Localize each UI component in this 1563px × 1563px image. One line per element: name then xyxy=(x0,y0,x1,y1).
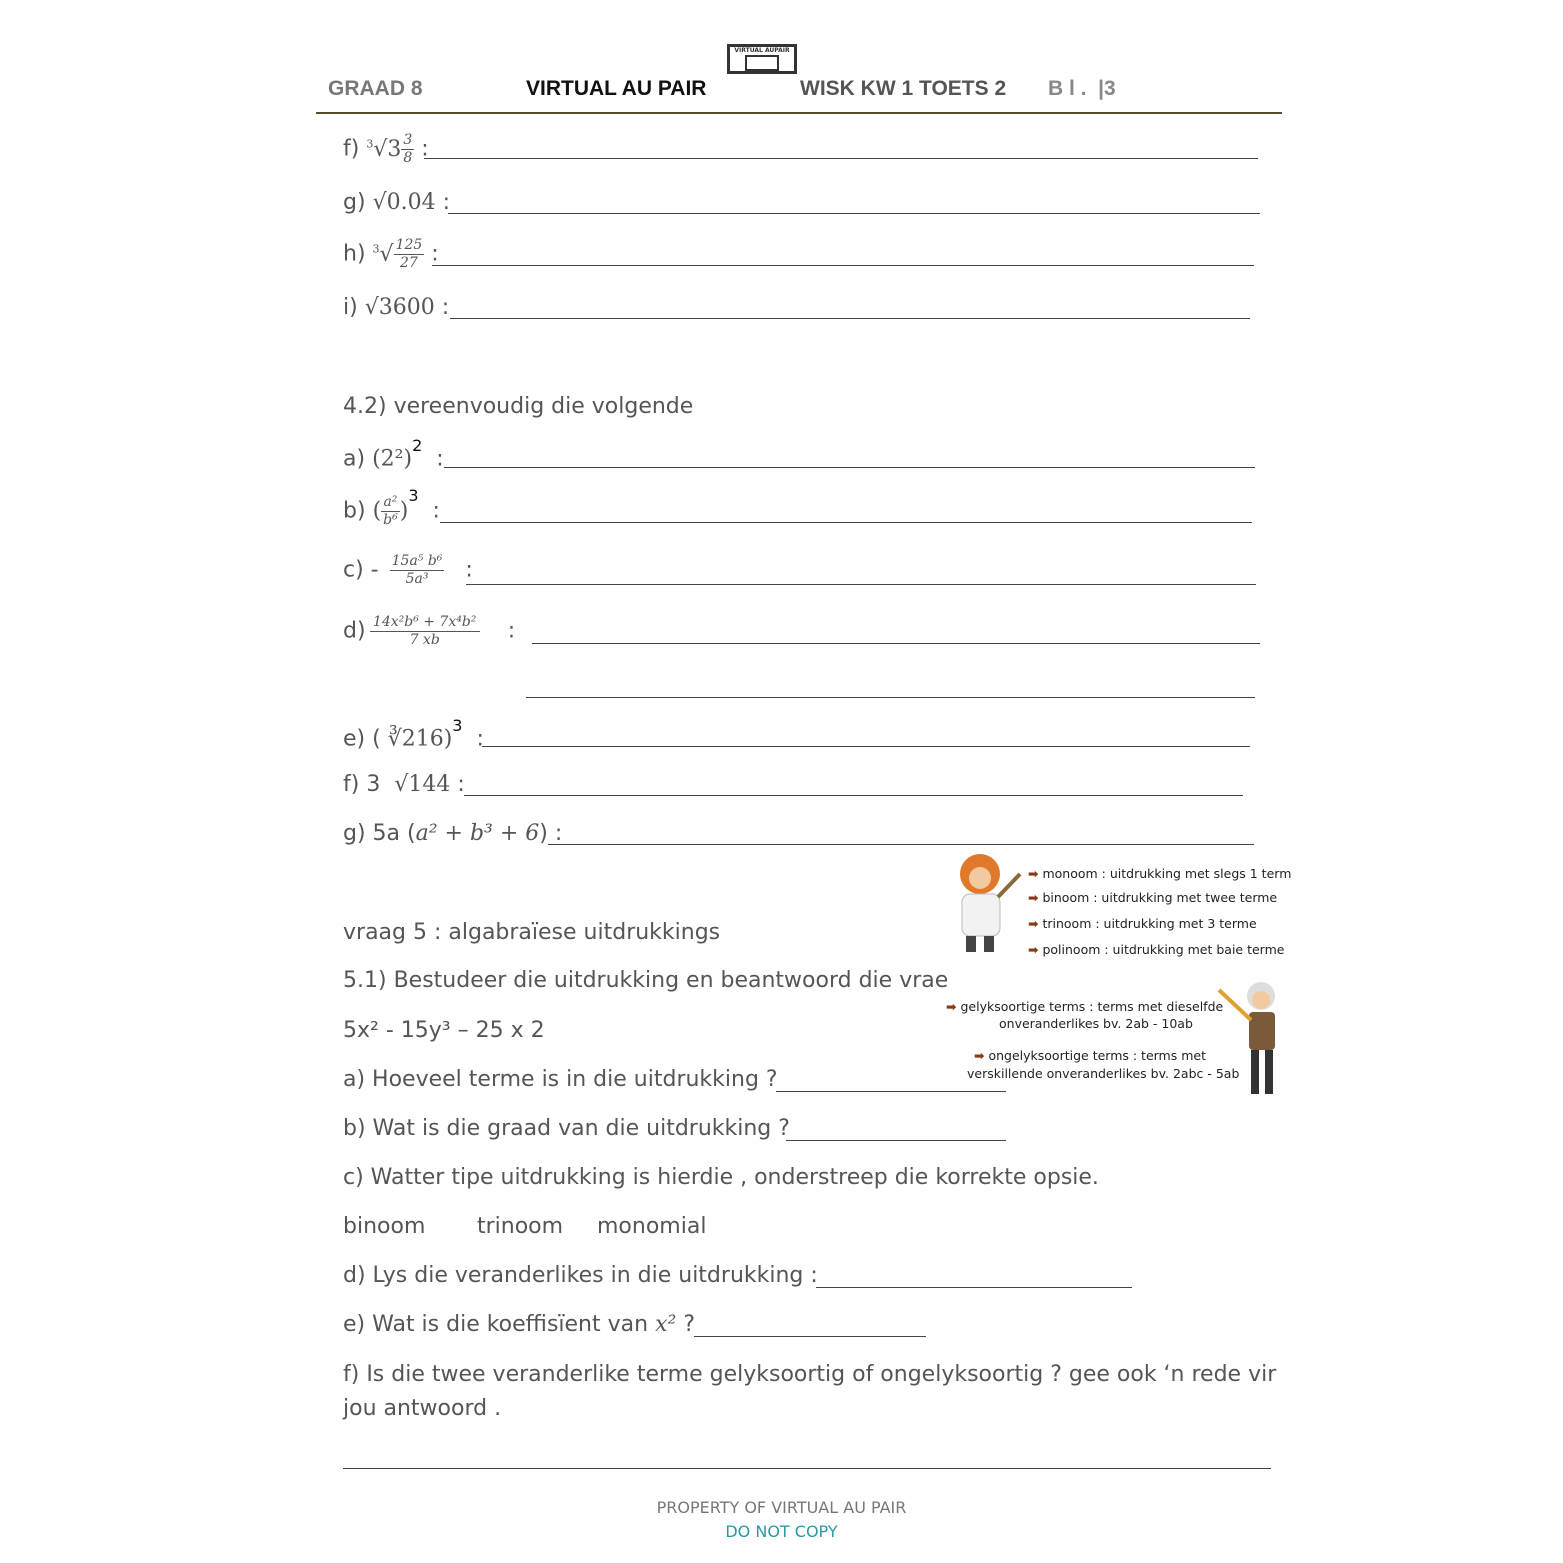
q42-d: d) $\frac{\text{14x²b⁶ + 7x⁴b²}}{7 xb}$ : xyxy=(343,614,516,648)
q42-c: c) - $\frac{\text{15a⁵ b⁶}}{\text{5a³}}$ : xyxy=(343,553,473,587)
arrow-icon: ➡ xyxy=(1028,890,1039,905)
answer-line[interactable] xyxy=(816,1287,1132,1288)
logo xyxy=(727,44,797,74)
laptop-icon xyxy=(745,55,779,71)
option-binoom[interactable]: binoom xyxy=(343,1214,426,1239)
q42-f: f) 3 √144 : xyxy=(343,772,465,797)
q41-g: g) √0.04 : xyxy=(343,190,450,215)
answer-line[interactable] xyxy=(482,746,1250,747)
answer-line[interactable] xyxy=(444,467,1255,468)
q5-title: vraag 5 : algabraïese uitdrukkings xyxy=(343,920,721,945)
header-grade: GRAAD 8 xyxy=(328,77,423,100)
q5-expression: 5x² - 15y³ – 25 x 2 xyxy=(343,1018,545,1043)
q42-b: b) ( $\frac{\text{a²}}{\text{b⁶}}$ )$^3$ : xyxy=(343,486,440,528)
q42-e: e) ( ∛216)$^3$ : xyxy=(343,716,484,752)
q42-title: 4.2) vereenvoudig die volgende xyxy=(343,394,694,419)
note-ongelyksoortig: ➡ ongelyksoortige terms : terms met xyxy=(974,1048,1206,1063)
q42-g: g) 5a (a² + b³ + 6) : xyxy=(343,821,563,846)
note-polinoom: ➡ polinoom : uitdrukking met baie terme xyxy=(1028,942,1285,957)
answer-line[interactable] xyxy=(526,697,1255,698)
q5-intro: 5.1) Bestudeer die uitdrukking en beantwoord die vrae xyxy=(343,968,949,993)
answer-line[interactable] xyxy=(450,318,1250,319)
header-test: WISK KW 1 TOETS 2 xyxy=(800,77,1007,100)
q5-a: a) Hoeveel terme is in die uitdrukking ? xyxy=(343,1067,778,1092)
note-binoom: ➡ binoom : uitdrukking met twee terme xyxy=(1028,890,1278,905)
header-page: B l . |3 xyxy=(1048,77,1116,100)
q5-b: b) Wat is die graad van die uitdrukking ? xyxy=(343,1116,790,1141)
answer-line[interactable] xyxy=(432,265,1254,266)
q5-f-line1: f) Is die twee veranderlike terme gelyksoortig of ongelyksoortig ? gee ook ‘n rede vir xyxy=(343,1362,1277,1387)
option-monomial[interactable]: monomial xyxy=(597,1214,707,1239)
note-trinoom: ➡ trinoom : uitdrukking met 3 terme xyxy=(1028,916,1257,931)
logo-text: VIRTUAL AUPAIR xyxy=(734,47,790,54)
answer-line[interactable] xyxy=(448,213,1260,214)
q5-c: c) Watter tipe uitdrukking is hierdie , onderstreep die korrekte opsie. xyxy=(343,1165,1099,1190)
q5-f-line2: jou antwoord . xyxy=(343,1396,502,1421)
q42-a: a) $(2^2)^2$ : xyxy=(343,436,444,472)
arrow-icon: ➡ xyxy=(974,1048,985,1063)
note-gelyksoortig: ➡ gelyksoortige terms : terms met dieselfde xyxy=(946,999,1224,1014)
header-company: VIRTUAL AU PAIR xyxy=(526,77,707,100)
answer-line[interactable] xyxy=(466,584,1256,585)
header-rule xyxy=(316,112,1282,114)
arrow-icon: ➡ xyxy=(1028,916,1039,931)
answer-line[interactable] xyxy=(424,158,1258,159)
note-ongelyksoortig-2: verskillende onveranderlikes bv. 2abc - 5ab xyxy=(967,1066,1240,1081)
q5-d: d) Lys die veranderlikes in die uitdrukking : xyxy=(343,1263,818,1288)
note-gelyksoortig-2: onveranderlikes bv. 2ab - 10ab xyxy=(999,1016,1193,1031)
q41-f: f) $^3$√3 $\frac{3}{8}$ : xyxy=(343,132,429,166)
answer-line[interactable] xyxy=(548,844,1254,845)
footer-do-not-copy: DO NOT COPY xyxy=(725,1522,838,1541)
answer-line[interactable] xyxy=(343,1468,1271,1469)
answer-line[interactable] xyxy=(464,795,1243,796)
arrow-icon: ➡ xyxy=(946,999,957,1014)
answer-line[interactable] xyxy=(786,1140,1006,1141)
answer-line[interactable] xyxy=(532,643,1260,644)
note-monoom: ➡ monoom : uitdrukking met slegs 1 term xyxy=(1028,866,1292,881)
q5-e: e) Wat is die koeffisïent van x² ? xyxy=(343,1312,695,1337)
answer-line[interactable] xyxy=(694,1336,926,1337)
root-index: 3 xyxy=(366,137,374,151)
option-trinoom[interactable]: trinoom xyxy=(477,1214,564,1239)
q41-i: i) √3600 : xyxy=(343,295,450,320)
answer-line[interactable] xyxy=(776,1091,1006,1092)
answer-line[interactable] xyxy=(440,522,1252,523)
q41-h: h) $^3$√ $\frac{125}{27}$ : xyxy=(343,237,439,271)
arrow-icon: ➡ xyxy=(1028,942,1039,957)
arrow-icon: ➡ xyxy=(1028,866,1039,881)
footer-property: PROPERTY OF VIRTUAL AU PAIR xyxy=(656,1498,907,1517)
einstein-illustration xyxy=(1215,980,1285,1100)
scientist-illustration xyxy=(940,852,1025,957)
